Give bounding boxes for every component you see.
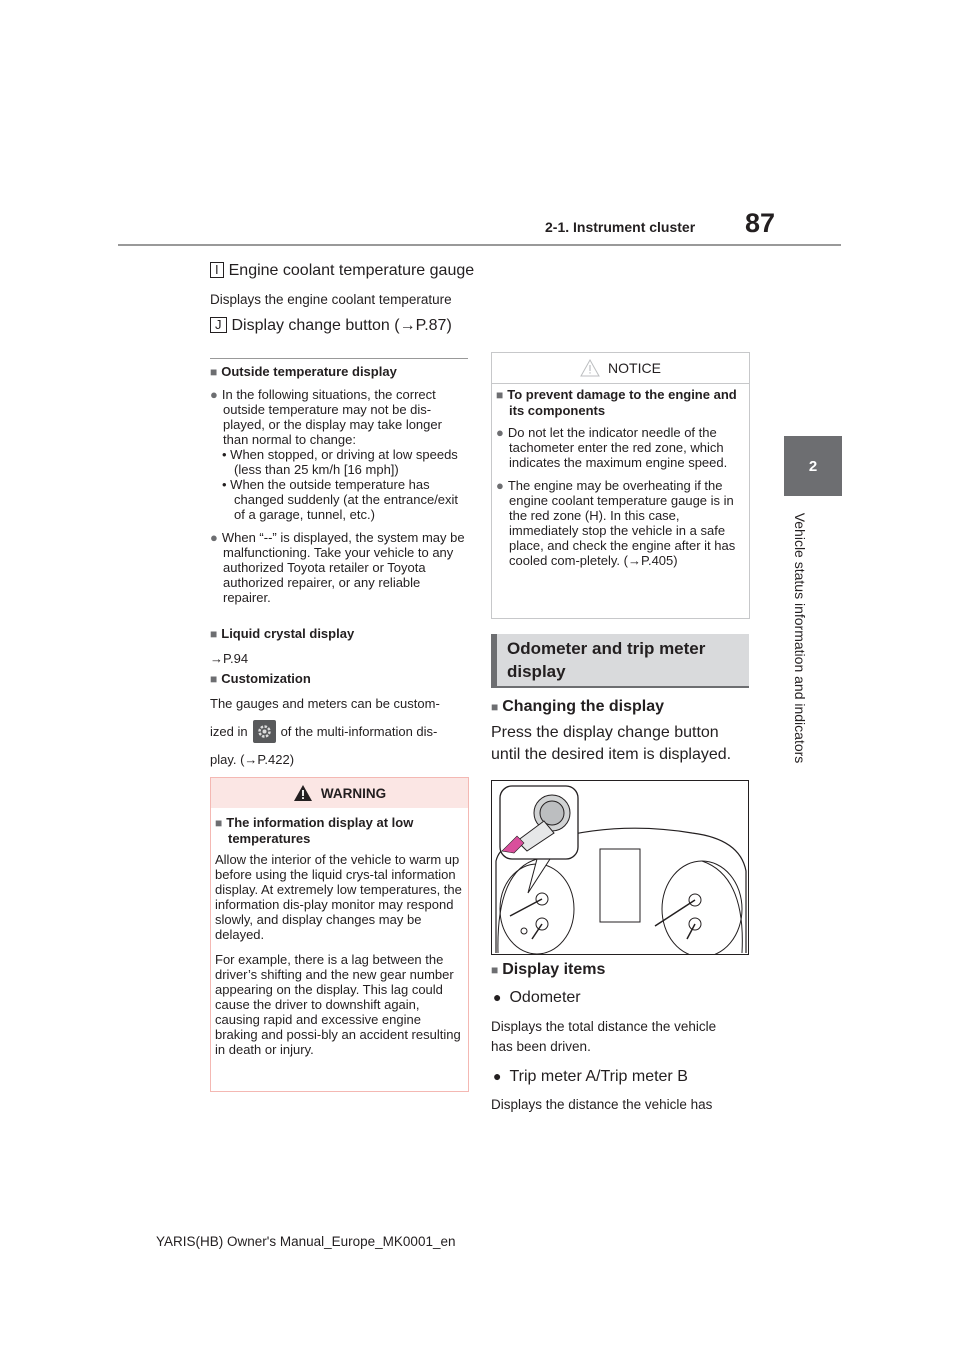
chapter-number: 2 xyxy=(808,457,818,475)
bullet-dot-icon: ● xyxy=(493,1068,502,1084)
item-name: Odometer xyxy=(509,989,581,1006)
lcd-section xyxy=(210,626,468,666)
chapter-tab[interactable] xyxy=(784,436,842,496)
item-title: Display change button (→P.87) xyxy=(231,317,452,334)
display-items-section xyxy=(491,959,751,1112)
notice-title: NOTICE xyxy=(608,360,661,376)
square-bullet-icon: ■ xyxy=(496,388,504,402)
paragraph: When “--” is displayed, the system may be malfunctioning. Take your vehicle to any authorized Toyota retailer or Toyota authorized repairer, or any reliable repairer. xyxy=(221,530,465,605)
header-rule xyxy=(118,244,841,246)
subheading: Display items xyxy=(502,961,606,978)
subheading: Customization xyxy=(221,671,311,686)
circle-bullet-icon: ● xyxy=(210,530,218,545)
paragraph: of the multi-information dis- xyxy=(280,724,438,739)
sub-bullet: When stopped, or driving at low speeds (less than 25 km/h [16 mph]) xyxy=(230,447,458,477)
section-heading: 2-1. Instrument cluster xyxy=(545,219,696,235)
sub-bullet: When the outside temperature has changed suddenly (at the entrance/exit of a garage, tunnel, etc.) xyxy=(230,477,459,522)
square-bullet-icon: ■ xyxy=(210,365,218,379)
settings-gear-icon xyxy=(253,720,276,743)
caution-triangle-icon xyxy=(580,359,600,377)
subheading: Outside temperature display xyxy=(221,364,397,379)
changing-display-section xyxy=(491,696,751,766)
page-reference[interactable]: →P.94 xyxy=(210,651,249,666)
item-name: Trip meter A/Trip meter B xyxy=(509,1068,688,1085)
square-bullet-icon: ■ xyxy=(210,672,218,686)
cluster-illustration xyxy=(491,780,749,955)
item-title: Engine coolant temperature gauge xyxy=(228,262,475,279)
paragraph: Allow the interior of the vehicle to warm up before using the liquid crys-tal information display. At extremely low temperatures, the information dis-play monitor may respond slowly, and display changes may be delayed. xyxy=(215,852,462,942)
paragraph: ized in xyxy=(210,724,248,739)
circle-bullet-icon: ● xyxy=(496,478,504,493)
item-i xyxy=(210,262,510,307)
instrument-cluster-drawing xyxy=(492,781,748,954)
paragraph: play. (→P.422) xyxy=(210,752,295,767)
subheading: The information display at low temperatures xyxy=(226,815,414,846)
subheading: Changing the display xyxy=(502,698,665,715)
item-description: Displays the engine coolant temperature xyxy=(210,292,452,307)
item-description: Displays the distance the vehicle has xyxy=(491,1097,713,1112)
chapter-tab-label: Vehicle status information and indicators xyxy=(792,512,808,764)
item-j xyxy=(210,317,510,335)
circle-bullet-icon: ● xyxy=(210,387,218,402)
notice-box xyxy=(491,352,750,619)
subheading: Liquid crystal display xyxy=(221,626,355,641)
paragraph: For example, there is a lag between the driver’s shifting and the new gear number appearing on the display. This lag could cause the driver to downshift again, causing rapid and excessive engine braking and possi-bly an accident resulting in death or injury. xyxy=(215,952,461,1057)
paragraph: In the following situations, the correct outside temperature may not be dis-played, or the display may take longer than normal to change: xyxy=(221,387,442,447)
paragraph: Do not let the indicator needle of the tachometer enter the red zone, which indicates the maximum engine speed. xyxy=(507,425,728,470)
paragraph: The engine may be overheating if the engine coolant temperature gauge is in the red zone (H). In this case, immediately stop the vehicle in a safe place, and check the engine after it has cooled com-pletely. (→P.405) xyxy=(507,478,736,568)
notes-divider xyxy=(210,358,468,359)
paragraph: Press the display change button until the desired item is displayed. xyxy=(491,724,732,763)
page-number: 87 xyxy=(745,208,776,238)
item-letter: J xyxy=(210,317,227,333)
square-bullet-icon: ■ xyxy=(491,963,499,977)
warning-box xyxy=(210,777,469,1092)
item-letter: I xyxy=(210,262,224,278)
warning-triangle-icon xyxy=(293,784,313,802)
subheading: To prevent damage to the engine and its components xyxy=(507,387,737,418)
square-bullet-icon: ■ xyxy=(215,816,223,830)
square-bullet-icon: ■ xyxy=(210,627,218,641)
bullet-dot-icon: ● xyxy=(493,989,502,1005)
customization-section xyxy=(210,671,468,767)
outside-temp-section: ■ Outside temperature display ● In the following situations, the correct outside temperature may not be dis-played, or the display may take longer than normal to change: • When stopped, or driving at low speeds (less than 25 km/h [16 mph]) • When the outside temperature has changed suddenly (at the entrance/exit of a garage, tunnel, etc.) ● When “--” is displayed, the system may be malfunctioning. Take your vehicle to any authorized Toyota retailer or Toyota authorized repairer, or any reliable repairer. xyxy=(210,364,465,605)
item-description: Displays the total distance the vehicle has been driven. xyxy=(491,1019,717,1054)
paragraph: The gauges and meters can be custom- xyxy=(210,696,440,711)
circle-bullet-icon: ● xyxy=(496,425,504,440)
square-bullet-icon: ■ xyxy=(491,700,499,714)
section-title: Odometer and trip meter display xyxy=(491,634,749,688)
warning-title: WARNING xyxy=(320,785,387,801)
footer-text: YARIS(HB) Owner's Manual_Europe_MK0001_en xyxy=(156,1234,456,1249)
